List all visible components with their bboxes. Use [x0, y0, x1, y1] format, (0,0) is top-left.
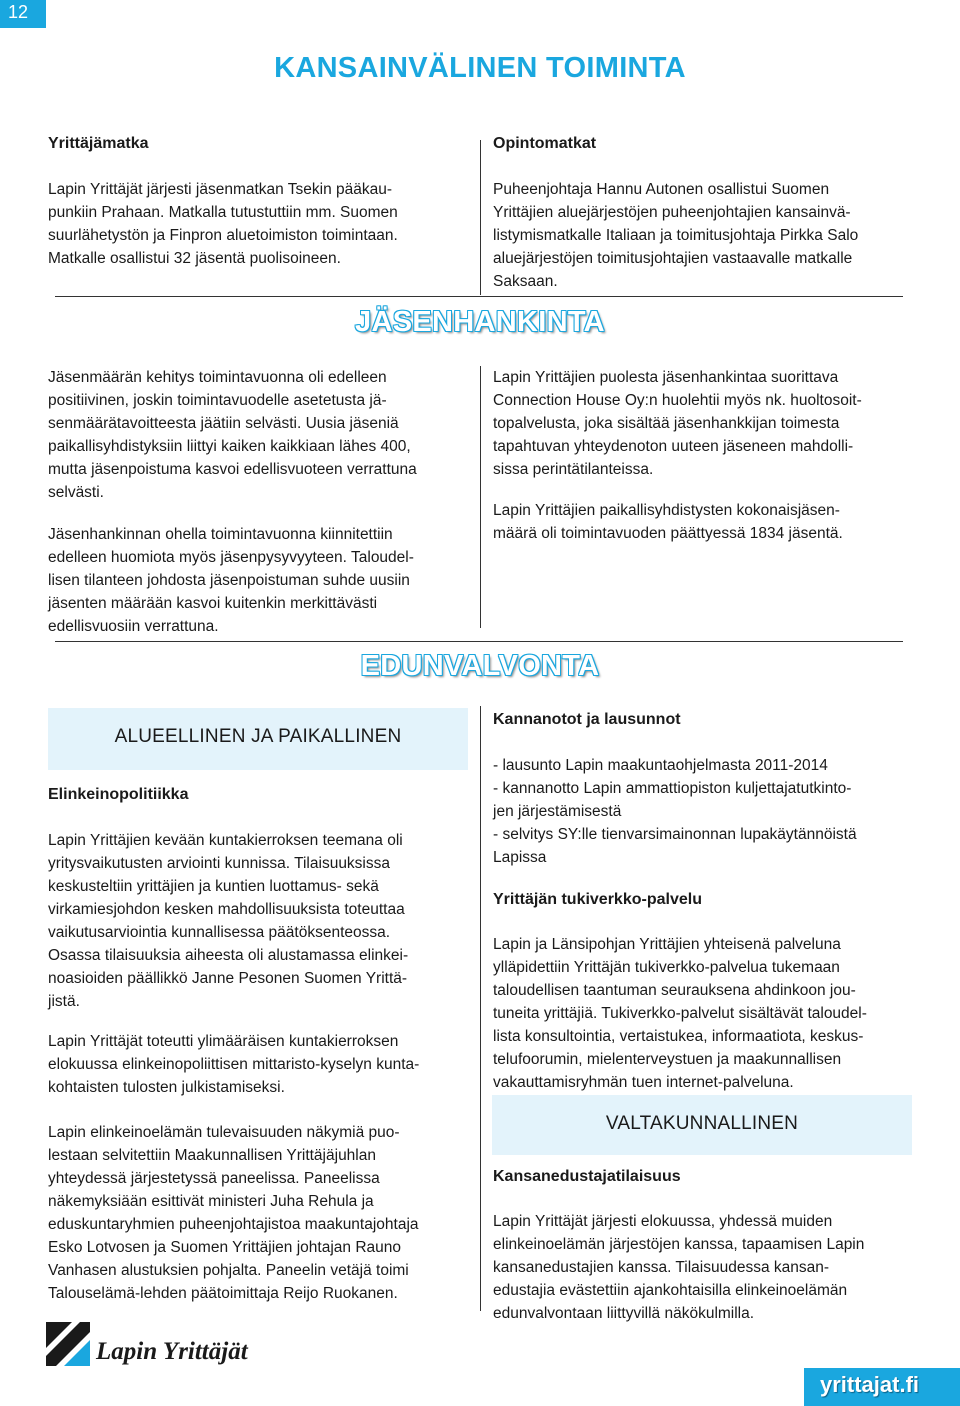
text-line: edelleen huomiota myös jäsenpysyvyyteen. Taloudel-: [48, 549, 414, 566]
text-line: Jäsenmäärän kehitys toimintavuonna oli edelleen: [48, 369, 387, 386]
text-line: määrä oli toimintavuoden päättyessä 1834 jäsentä.: [493, 525, 843, 542]
jasenhankinta-title: JÄSENHANKINTA: [355, 306, 605, 338]
text-line: punkiin Prahaan. Matkalla tutustuttiin mm. Suomen: [48, 204, 398, 221]
jasenhankinta-left-p2: [48, 523, 414, 638]
jasenhankinta-left-p1: [48, 366, 417, 504]
text-line: elokuussa elinkeinopoliittisen mittaristo-kyselyn kunta-: [48, 1056, 420, 1073]
alueellinen-box-title: ALUEELLINEN JA PAIKALLINEN: [114, 726, 402, 747]
text-line: elinkeinoelämän järjestöjen kanssa, tapaamisen Lapin: [493, 1236, 865, 1253]
text-line: lestaan selvitettiin Maakunnallisen Yrittäjäjuhlan: [48, 1147, 376, 1164]
list-item: jen järjestämisestä: [493, 803, 622, 820]
list-item: - selvitys SY:lle tienvarsimainonnan lupakäytännöistä: [493, 826, 857, 843]
text-line: ylläpidettiin Yrittäjän tukiverkko-palvelua tukemaan: [493, 959, 840, 976]
text-line: topalvelusta, joka sisältää jäsenhankkijan toimesta: [493, 415, 840, 432]
section-divider: [55, 296, 903, 297]
kansanedustaja-heading: Kansanedustajatilaisuus: [493, 1168, 681, 1185]
text-line: lisen tilanteen johdosta jäsenpoistuman suhde uusiin: [48, 572, 410, 589]
text-line: noasioiden päällikkö Janne Pesonen Suomen Yrittä-: [48, 970, 408, 987]
tukiverkko-text: [493, 933, 867, 1094]
valtakunnallinen-box-title: VALTAKUNNALLINEN: [605, 1113, 799, 1134]
text-line: jäsenten määrään kasvoi kuitenkin merkittävästi: [48, 595, 378, 612]
text-line: vaikutusarviointia kunnallisessa päätöksenteossa.: [48, 924, 391, 941]
text-line: edellisvuosiin verrattuna.: [48, 618, 219, 635]
text-line: Talouselämä-lehden päätoimittaja Reijo Ruokanen.: [48, 1285, 398, 1302]
elinkeinopolitiikka-p3: [48, 1121, 419, 1305]
text-line: suurlähetystön ja Finpron aluetoimiston toimintaan.: [48, 227, 398, 244]
text-line: kohtaisten tulosten julkistamiseksi.: [48, 1079, 285, 1096]
yrittajamatka-text: [48, 178, 398, 270]
opintomatkat-text: [493, 178, 858, 293]
text-line: senmäärätavoitteesta jäätiin selvästi. Uusia jäseniä: [48, 415, 399, 432]
text-line: positiivinen, joskin toimintavuodelle asetetusta jä-: [48, 392, 387, 409]
text-line: tapahtuvan yhteydenoton uuteen jäseneen mahdolli-: [493, 438, 854, 455]
opintomatkat-heading: Opintomatkat: [493, 135, 597, 152]
text-line: Saksaan.: [493, 273, 558, 290]
page-title: KANSAINVÄLINEN TOIMINTA: [274, 52, 686, 84]
text-line: kansanedustajien kanssa. Tilaisuudessa kansan-: [493, 1259, 830, 1276]
text-line: Lapin elinkeinoelämän tulevaisuuden näkymiä puo-: [48, 1124, 400, 1141]
text-line: Lapin Yrittäjät järjesti jäsenmatkan Tsekin pääkau-: [48, 181, 393, 198]
logo-mark-icon: [46, 1322, 90, 1366]
text-line: telufoorumin, mielenterveystuen ja maakunnallisen: [493, 1051, 842, 1068]
text-line: Jäsenhankinnan ohella toimintavuonna kiinnitettiin: [48, 526, 393, 543]
list-item: Lapissa: [493, 849, 547, 866]
text-line: lista konsultointia, vertaistukea, informaatiota, keskus-: [493, 1028, 864, 1045]
text-line: vakauttamisryhmän tuen internet-palveluna.: [493, 1074, 794, 1091]
edunvalvonta-title: EDUNVALVONTA: [360, 650, 600, 682]
text-line: mutta jäsenpoistuma kasvoi edellisvuoteen verrattuna: [48, 461, 417, 478]
text-line: Osassa tilaisuuksia aiheesta oli alustamassa elinkei-: [48, 947, 409, 964]
text-line: listymismatkalle Italiaan ja toimitusjohtaja Pirkka Salo: [493, 227, 859, 244]
list-item: - kannanotto Lapin ammattiopiston kuljettajatutkinto-: [493, 780, 852, 797]
text-line: edustajia evästettiin ajankohtaisilla elinkeinoelämän: [493, 1282, 848, 1299]
text-line: tuneita yrittäjiä. Tukiverkko-palvelut sisältävät taloudel-: [493, 1005, 867, 1022]
section-divider: [55, 641, 903, 642]
kannanotot-list: [493, 754, 857, 869]
text-line: yritysvaikutusten arviointi kunnissa. Tilaisuuksissa: [48, 855, 390, 872]
text-line: Lapin Yrittäjät järjesti elokuussa, yhdessä muiden: [493, 1213, 833, 1230]
website-link[interactable]: yrittajat.fi: [820, 1372, 920, 1397]
text-line: Lapin Yrittäjien kevään kuntakierroksen teemana oli: [48, 832, 403, 849]
text-line: virkamiesjohdon kesken mahdollisuuksista toteuttaa: [48, 901, 405, 918]
text-line: yhteydessä järjestetyssä paneelissa. Paneelissa: [48, 1170, 380, 1187]
elinkeinopolitiikka-p2: [48, 1030, 419, 1099]
text-line: Lapin Yrittäjien puolesta jäsenhankintaa suorittava: [493, 369, 839, 386]
text-line: jistä.: [48, 993, 80, 1010]
logo-text: Lapin Yrittäjät: [96, 1338, 248, 1365]
text-line: näkemyksiään esittivät ministeri Juha Rehula ja: [48, 1193, 374, 1210]
text-line: Esko Lotvosen ja Suomen Yrittäjien johtajan Rauno: [48, 1239, 401, 1256]
tukiverkko-heading: Yrittäjän tukiverkko-palvelu: [493, 891, 702, 908]
text-line: Connection House Oy:n huolehtii myös nk. huoltosoit-: [493, 392, 862, 409]
text-line: Lapin Yrittäjät toteutti ylimääräisen kuntakierroksen: [48, 1033, 399, 1050]
text-line: taloudellisen taantuman seurauksena ahdinkoon jou-: [493, 982, 856, 999]
column-divider: [480, 706, 481, 1311]
text-line: aluejärjestöjen toimitusjohtajien vastaavalle matkalle: [493, 250, 853, 267]
yrittajamatka-heading: Yrittäjämatka: [48, 135, 149, 152]
page-number: 12: [8, 2, 29, 22]
column-divider: [480, 366, 481, 628]
list-item: - lausunto Lapin maakuntaohjelmasta 2011-2014: [493, 757, 828, 774]
kannanotot-heading: Kannanotot ja lausunnot: [493, 711, 681, 728]
text-line: keskusteltiin yrittäjien ja kuntien luottamus- sekä: [48, 878, 379, 895]
text-line: sissa perintätilanteissa.: [493, 461, 654, 478]
text-line: selvästi.: [48, 484, 104, 501]
text-line: Lapin Yrittäjien paikallisyhdistysten kokonaisjäsen-: [493, 502, 840, 519]
column-divider: [480, 140, 481, 295]
elinkeinopolitiikka-heading: Elinkeinopolitiikka: [48, 786, 189, 803]
text-line: Puheenjohtaja Hannu Autonen osallistui Suomen: [493, 181, 830, 198]
elinkeinopolitiikka-p1: [48, 829, 408, 1013]
text-line: paikallisyhdistyksiin liittyi kaiken kaikkiaan lähes 400,: [48, 438, 411, 455]
text-line: edunvalvontaan liittyvillä näkökulmilla.: [493, 1305, 755, 1322]
text-line: Yrittäjien aluejärjestöjen puheenjohtajien kansainvä-: [493, 204, 851, 221]
jasenhankinta-right-p2: [493, 499, 843, 545]
jasenhankinta-right-p1: [493, 366, 862, 481]
kansanedustaja-text: [493, 1210, 864, 1325]
text-line: Vanhasen alustuksien pohjalta. Paneelin vetäjä toimi: [48, 1262, 409, 1279]
text-line: Matkalle osallistui 32 jäsentä puolisoineen.: [48, 250, 341, 267]
text-line: Lapin ja Länsipohjan Yrittäjien yhteisenä palveluna: [493, 936, 841, 953]
text-line: eduskuntaryhmien puheenjohtajistoa maakuntajohtaja: [48, 1216, 419, 1233]
